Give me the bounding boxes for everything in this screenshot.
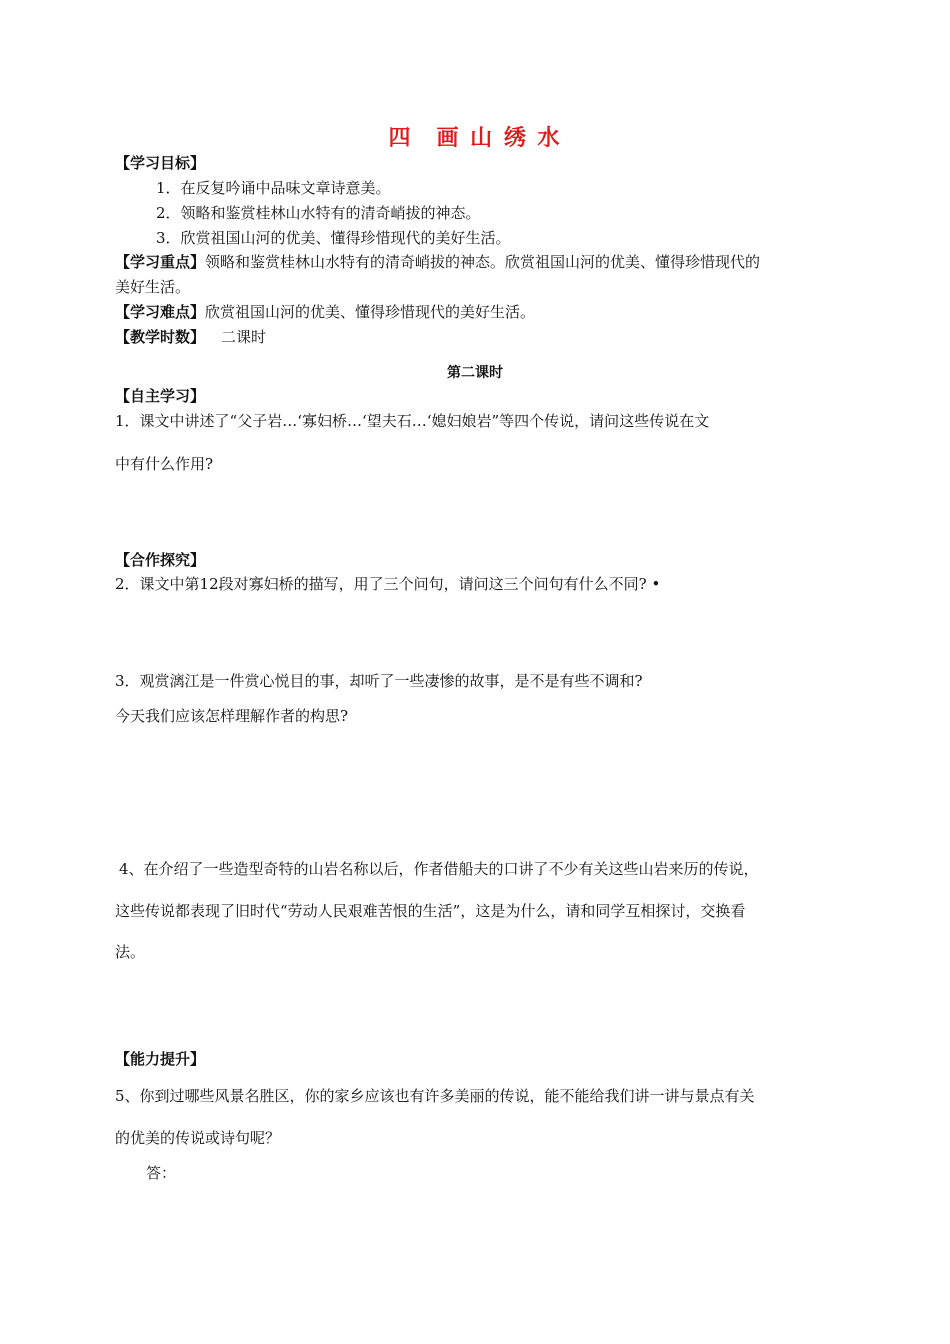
question-1-line-2: 中有什么作用? (115, 455, 214, 473)
question-2: 2．课文中第12段对寡妇桥的描写，用了三个问句，请问这三个问句有什么不同? • (115, 575, 661, 593)
objectives-heading: 【学习目标】 (115, 154, 206, 172)
hours-label: 【教学时数】 (115, 328, 206, 346)
difficulties-line (115, 305, 535, 320)
question-4-line-2: 这些传说都表现了旧时代“劳动人民艰难苦恨的生活”，这是为什么，请和同学互相探讨，交换看 (115, 902, 746, 920)
page-title: 四 画 山 绣 水 (388, 126, 562, 151)
lesson-heading: 第二课时 (447, 365, 503, 381)
objective-item-3: 3．欣赏祖国山河的优美、懂得珍惜现代的美好生活。 (156, 229, 511, 247)
question-3-line-1: 3．观赏漓江是一件赏心悦目的事，却听了一些凄惨的故事，是不是有些不调和? (115, 672, 643, 690)
hours-text: 二课时 (221, 328, 267, 346)
question-3-line-2: 今天我们应该怎样理解作者的构思? (115, 707, 349, 725)
ability-heading: 【能力提升】 (115, 1050, 206, 1068)
objective-item-2: 2．领略和鉴赏桂林山水特有的清奇峭拔的神态。 (156, 204, 481, 222)
question-4-line-3: 法。 (115, 943, 146, 961)
difficulties-label: 【学习难点】 (115, 303, 206, 321)
self-study-heading: 【自主学习】 (115, 387, 206, 405)
key-points-label: 【学习重点】 (115, 253, 206, 271)
objective-item-1: 1．在反复吟诵中品味文章诗意美。 (156, 179, 391, 197)
difficulties-text: 欣赏祖国山河的优美、懂得珍惜现代的美好生活。 (205, 303, 536, 321)
question-5-line-2: 的优美的传说或诗句呢？ (115, 1129, 281, 1147)
question-5-line-1: 5、你到过哪些风景名胜区，你的家乡应该也有许多美丽的传说，能不能给我们讲一讲与景点有关 (115, 1087, 755, 1105)
cooperation-heading: 【合作探究】 (115, 551, 206, 569)
hours-line (115, 330, 266, 345)
key-points-line (115, 255, 760, 270)
question-4-line-1: 4、在介绍了一些造型奇特的山岩名称以后，作者借船夫的口讲了不少有关这些山岩来历的传说， (119, 860, 759, 878)
question-1-line-1: 1．课文中讲述了“父子岩…‘寡妇桥…‘望夫石…‘媳妇娘岩”等四个传说，请问这些传说在文 (115, 412, 710, 430)
answer-label: 答： (146, 1164, 177, 1182)
key-points-text: 领略和鉴赏桂林山水特有的清奇峭拔的神态。欣赏祖国山河的优美、懂得珍惜现代的 (205, 253, 761, 271)
key-points-text-continued: 美好生活。 (115, 278, 191, 296)
